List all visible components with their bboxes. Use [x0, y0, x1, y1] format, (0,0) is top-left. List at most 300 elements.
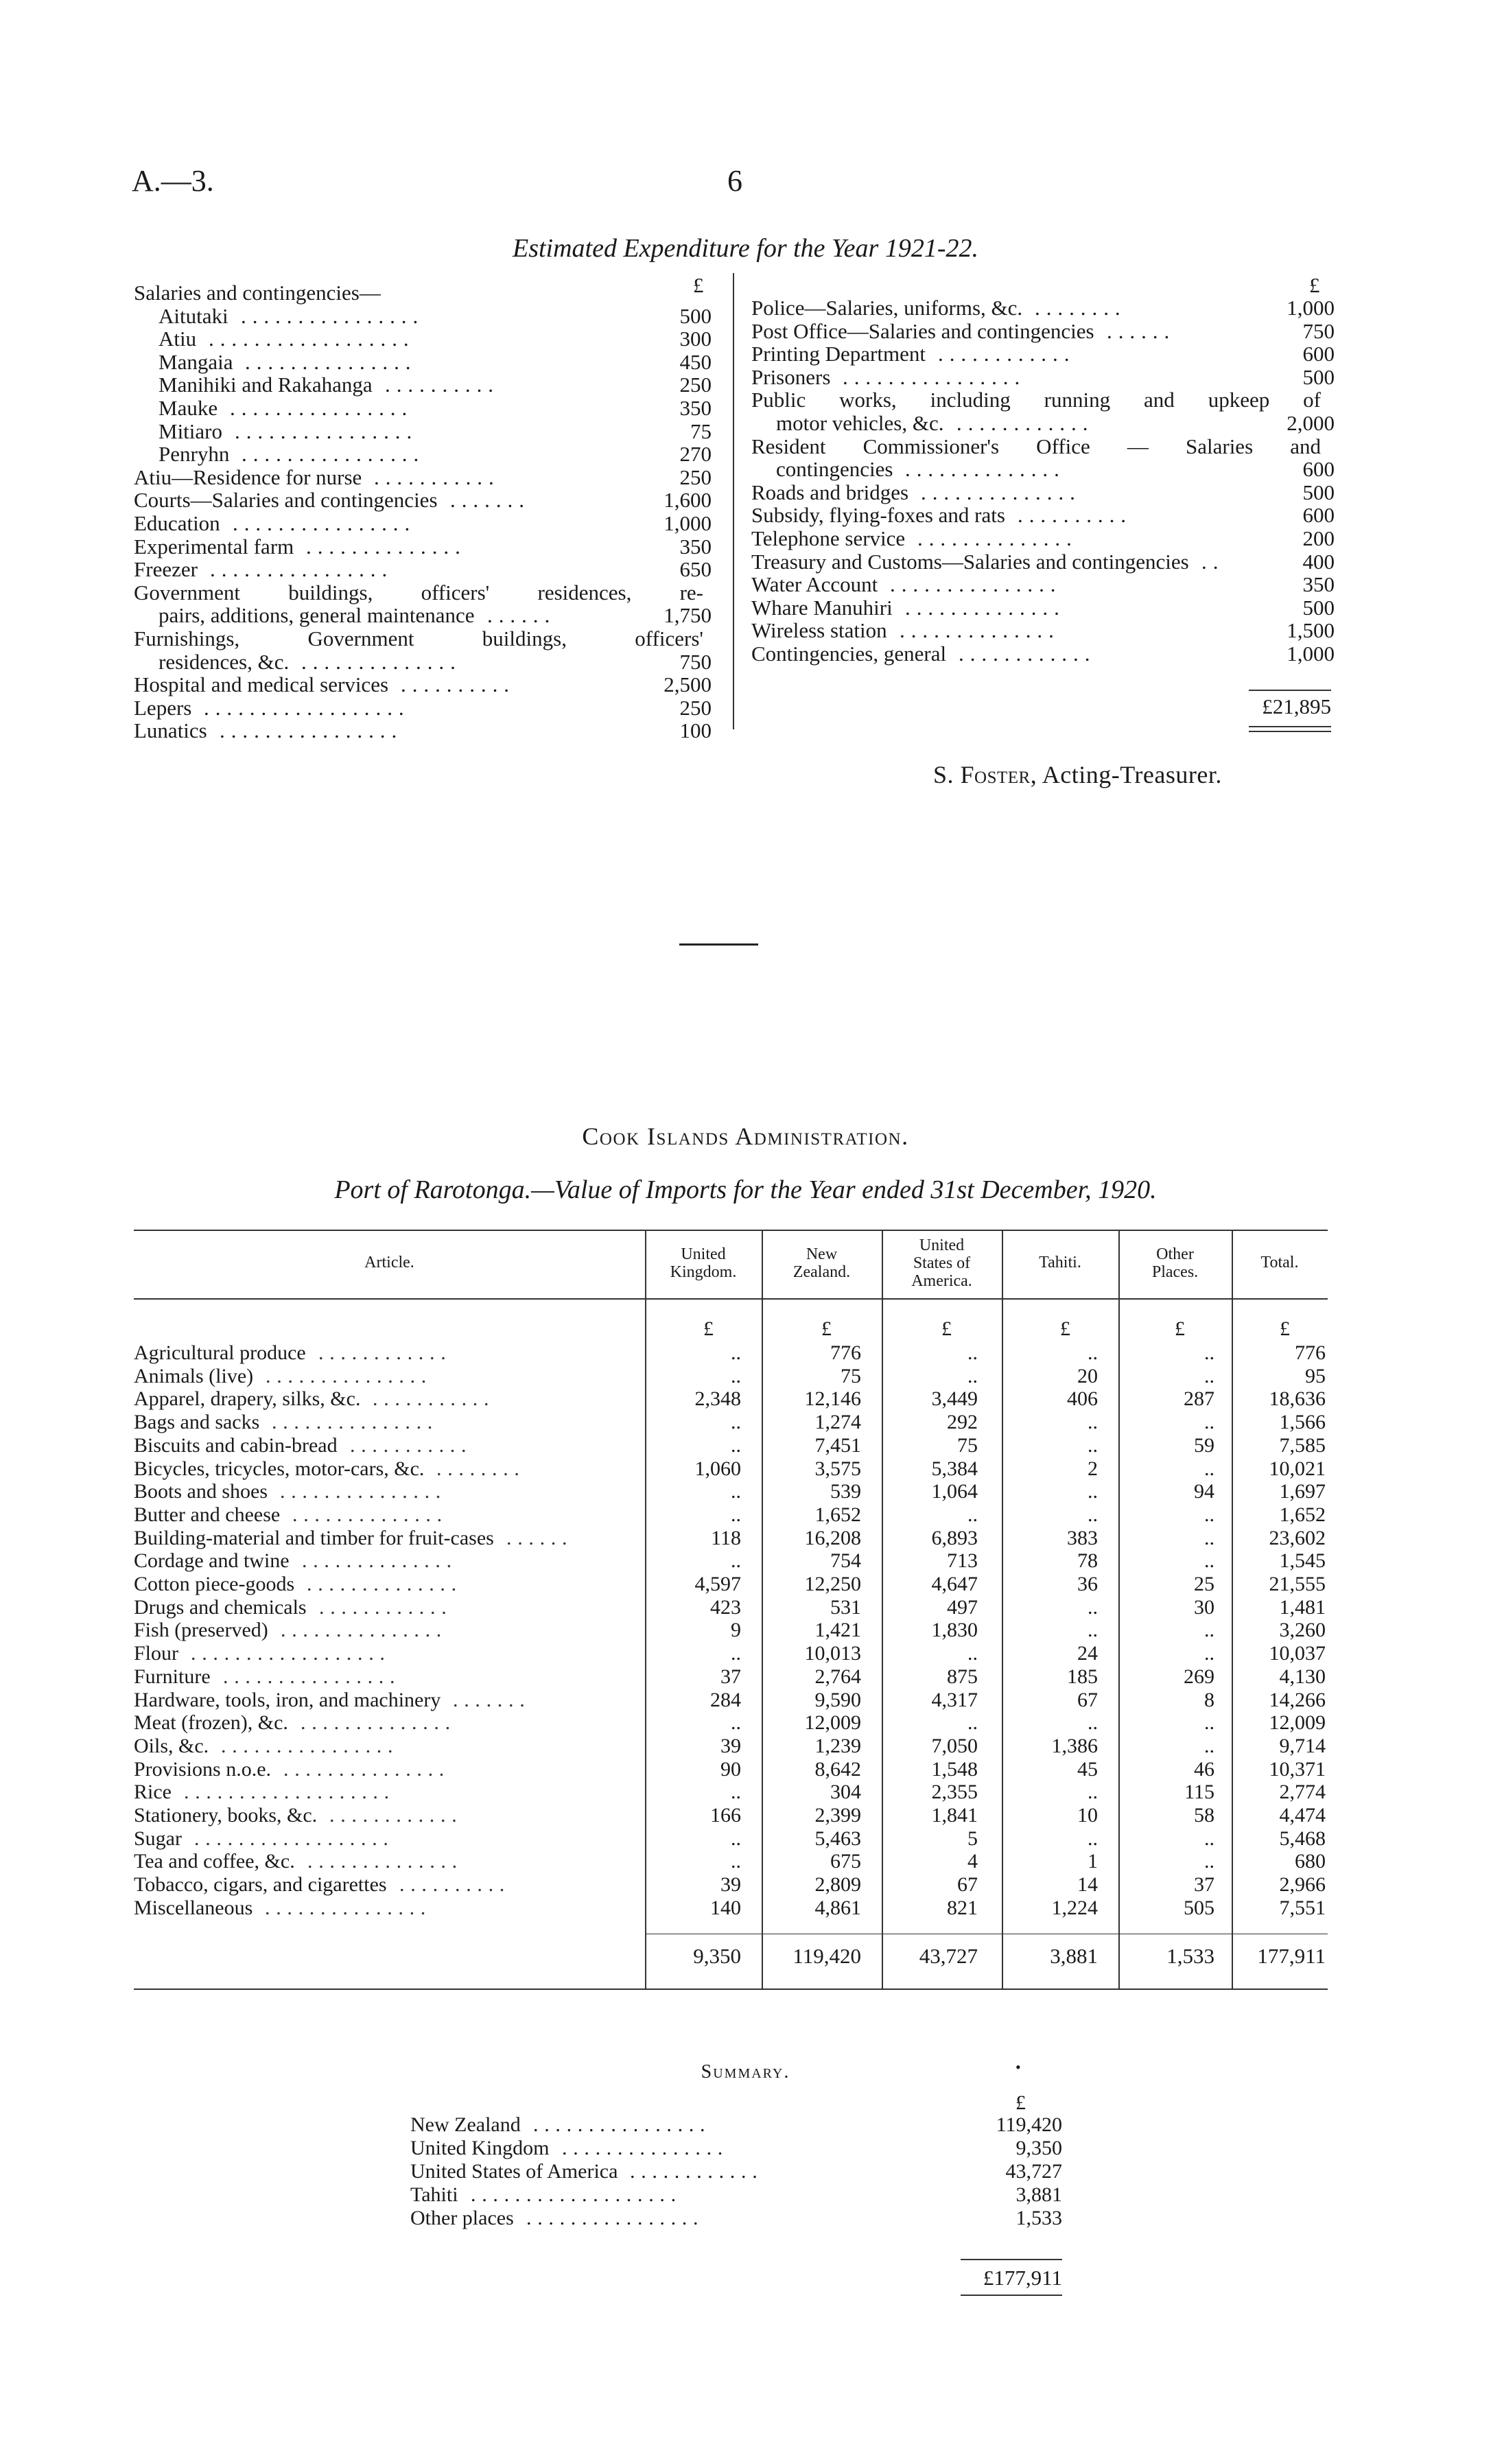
expenditure-row: [751, 527, 1335, 550]
expenditure-row: [751, 435, 1335, 458]
expenditure-amount: 600: [1302, 457, 1335, 482]
table-cell-nz: 675: [830, 1850, 861, 1873]
table-cell-uk: 39: [720, 1734, 741, 1757]
expenditure-amount: 270: [679, 442, 712, 467]
table-cell-usa: ..: [967, 1642, 978, 1665]
expenditure-label: Contingencies, general: [751, 641, 947, 666]
table-cell-total: 3,260: [1279, 1619, 1326, 1642]
table-cell-usa: 713: [947, 1549, 978, 1573]
table-cell-nz: 5,463: [814, 1827, 861, 1850]
expenditure-amount: 1,000: [1287, 641, 1335, 666]
table-cell-total: 9,714: [1279, 1734, 1326, 1757]
table-currency-symbol: £: [941, 1317, 952, 1340]
table-cell-uk: ..: [731, 1827, 741, 1850]
expenditure-label: Wireless station: [751, 618, 887, 643]
summary-amount: 1,533: [1015, 2207, 1062, 2229]
leader-dots: . . . . . . . . . . .: [374, 465, 495, 489]
leader-dots: . . . . . . . . . . . . . . . .: [230, 396, 408, 420]
summary-amount: 43,727: [1005, 2160, 1062, 2183]
table-cell-nz: 2,809: [814, 1873, 861, 1897]
table-cell-tahiti: ..: [1088, 1341, 1098, 1364]
table-cell-other: 115: [1184, 1781, 1214, 1804]
leader-dots: . . . . . . . . . . . . . .: [302, 1549, 452, 1573]
leader-dots: . . . . . . .: [453, 1688, 526, 1711]
table-cell-nz: 8,642: [814, 1757, 861, 1781]
leader-dots: . . . . . . . . . . . . . .: [306, 535, 461, 559]
expenditure-row: [751, 550, 1335, 574]
leader-dots: . . . . . . . . . . . . . . . .: [221, 1734, 394, 1757]
table-cell-usa: ..: [967, 1341, 978, 1364]
table-cell-other: ..: [1204, 1619, 1214, 1642]
table-header-rule: [134, 1298, 1328, 1300]
leader-dots: . . . . . . . . . . . .: [630, 2160, 758, 2183]
table-cell-other: 37: [1194, 1873, 1214, 1897]
expenditure-row: [751, 481, 1335, 504]
leader-dots: . . . . . . . .: [436, 1457, 520, 1480]
summary-mark: •: [1015, 2058, 1021, 2076]
expenditure-amount: 2,500: [664, 672, 712, 697]
table-cell-tahiti: 24: [1077, 1642, 1098, 1665]
expenditure-column-divider: [733, 273, 734, 729]
table-cell-tahiti: ..: [1088, 1711, 1098, 1735]
imports-title: Port of Rarotonga.—Value of Imports for the Year ended 31st December, 1920.: [334, 1175, 1157, 1204]
table-cell-total: 1,697: [1279, 1480, 1326, 1503]
table-cell-total: 7,585: [1279, 1433, 1326, 1457]
expenditure-label: Police—Salaries, uniforms, &c.: [751, 296, 1023, 320]
leader-dots: . . . . . . . . . .: [385, 373, 494, 397]
leader-dots: . . . . . . . . . . . . . . . . . .: [194, 1827, 389, 1850]
table-article: Miscellaneous: [134, 1896, 253, 1919]
table-total-nz: 119,420: [793, 1944, 861, 1968]
table-row: [134, 1549, 1328, 1573]
leader-dots: . . . . . . . . . . . . . .: [905, 596, 1060, 620]
expenditure-amount: 500: [1302, 364, 1335, 389]
expenditure-row: [751, 573, 1335, 596]
expenditure-label: Mauke: [159, 395, 218, 420]
table-cell-tahiti: 10: [1077, 1804, 1098, 1827]
table-cell-nz: 1,239: [814, 1734, 861, 1757]
table-cell-nz: 7,451: [814, 1433, 861, 1457]
expenditure-label: Lunatics: [134, 718, 207, 743]
table-total-total: 177,911: [1257, 1944, 1326, 1968]
table-cell-total: 2,966: [1279, 1873, 1326, 1897]
table-cell-usa: 75: [957, 1433, 978, 1457]
expenditure-label: Government buildings, officers' residences, re-: [134, 580, 703, 605]
expenditure-row: [134, 281, 717, 305]
leader-dots: . . . . . . . . . . . . . .: [900, 619, 1055, 642]
table-cell-total: 10,021: [1269, 1457, 1326, 1480]
table-cell-other: 287: [1184, 1387, 1214, 1411]
table-cell-nz: 12,009: [804, 1711, 861, 1735]
summary-total: £177,911: [983, 2266, 1062, 2290]
leader-dots: . .: [1201, 550, 1219, 574]
expenditure-label: Education: [134, 511, 220, 535]
table-cell-nz: 776: [830, 1341, 861, 1364]
leader-dots: . . . . . . . . . . . . . . .: [562, 2137, 723, 2159]
table-total-other: 1,533: [1166, 1944, 1214, 1968]
table-total-tahiti: 3,881: [1050, 1944, 1098, 1968]
table-cell-tahiti: ..: [1088, 1503, 1098, 1526]
table-cell-usa: 875: [947, 1665, 978, 1688]
table-cell-usa: 1,830: [931, 1619, 978, 1642]
table-cell-other: ..: [1204, 1642, 1214, 1665]
expenditure-row: [134, 466, 717, 489]
leader-dots: . . . . . . . . . . . . . . .: [245, 350, 412, 374]
expenditure-label: Mitiaro: [159, 419, 222, 443]
table-row: [134, 1804, 1328, 1827]
expenditure-amount: 600: [1302, 342, 1335, 366]
table-column-header: Other Places.: [1151, 1245, 1199, 1281]
table-article: Rice: [134, 1781, 172, 1804]
expenditure-label: Water Account: [751, 572, 878, 597]
table-article: Sugar: [134, 1827, 182, 1850]
leader-dots: . . . . . . . . . . . . . . . . . .: [191, 1642, 386, 1665]
leader-dots: . . . . . . . . . . . . . . . .: [533, 2113, 706, 2136]
table-cell-other: 58: [1194, 1804, 1214, 1827]
table-cell-usa: 4,647: [931, 1573, 978, 1595]
leader-dots: . . . . . . . . . . . . . . .: [283, 1757, 445, 1781]
leader-dots: . . . . . . . . . . . . . .: [307, 1850, 458, 1873]
table-cell-tahiti: ..: [1088, 1781, 1098, 1804]
leader-dots: . . . . . . . . . . . . . . . .: [233, 511, 410, 535]
signature: [933, 760, 1222, 789]
table-row: [134, 1596, 1328, 1619]
expenditure-label: Atiu—Residence for nurse: [134, 465, 362, 489]
table-cell-other: ..: [1204, 1503, 1214, 1526]
table-cell-total: 95: [1305, 1364, 1326, 1387]
expenditure-amount: 600: [1302, 503, 1335, 528]
expenditure-amount: 75: [690, 419, 712, 443]
table-cell-other: 269: [1184, 1665, 1214, 1688]
table-article: Butter and cheese: [134, 1503, 281, 1526]
leader-dots: . . . . . . . . . .: [1018, 504, 1127, 527]
expenditure-row: [134, 397, 717, 420]
leader-dots: . . . . . . . . . . . .: [938, 342, 1070, 366]
leader-dots: . . . . . . . . . . . . . . .: [890, 573, 1057, 596]
leader-dots: . . . . . . . . . . . . . . . .: [235, 419, 412, 443]
expenditure-row: [134, 673, 717, 696]
table-cell-other: 59: [1194, 1433, 1214, 1457]
page-number: 6: [727, 164, 742, 198]
table-article: Tobacco, cigars, and cigarettes: [134, 1873, 387, 1897]
expenditure-row: [134, 558, 717, 581]
summary-label: United Kingdom: [410, 2137, 550, 2159]
expenditure-row: [751, 642, 1335, 666]
table-cell-nz: 754: [830, 1549, 861, 1573]
expenditure-label: Post Office—Salaries and contingencies: [751, 318, 1094, 343]
table-article: Building-material and timber for fruit-cases: [134, 1526, 494, 1549]
table-cell-uk: 4,597: [694, 1573, 741, 1595]
table-cell-uk: 284: [710, 1688, 741, 1711]
table-cell-uk: 118: [711, 1526, 741, 1549]
expenditure-amount: 250: [679, 373, 712, 397]
summary-title: Summary.: [701, 2061, 790, 2082]
summary-row: [410, 2137, 1062, 2160]
table-bottom-rule: [134, 1988, 1328, 1990]
table-cell-uk: 1,060: [694, 1457, 741, 1480]
table-cell-usa: ..: [967, 1503, 978, 1526]
table-cell-usa: 5: [967, 1827, 978, 1850]
table-cell-nz: 3,575: [814, 1457, 861, 1480]
table-cell-total: 10,037: [1269, 1642, 1326, 1665]
table-cell-other: 94: [1194, 1480, 1214, 1503]
leader-dots: . . . . . .: [506, 1526, 568, 1549]
table-cell-tahiti: 185: [1067, 1665, 1098, 1688]
table-article: Biscuits and cabin-bread: [134, 1433, 338, 1457]
table-cell-nz: 531: [830, 1595, 861, 1619]
table-currency-symbol: £: [1060, 1317, 1070, 1340]
table-article: Fish (preserved): [134, 1619, 268, 1642]
expenditure-label: residences, &c.: [159, 649, 290, 674]
expenditure-row: [134, 535, 717, 559]
table-cell-uk: ..: [731, 1411, 741, 1434]
expenditure-row: [134, 327, 717, 351]
table-column-header: Tahiti.: [1039, 1254, 1081, 1271]
table-cell-other: ..: [1204, 1526, 1214, 1549]
table-row: [134, 1781, 1328, 1804]
table-cell-tahiti: 36: [1077, 1573, 1098, 1595]
table-cell-uk: ..: [731, 1433, 741, 1457]
table-cell-nz: 2,764: [814, 1665, 861, 1688]
table-cell-uk: ..: [731, 1781, 741, 1804]
table-cell-other: ..: [1204, 1549, 1214, 1573]
expenditure-label: Whare Manuhiri: [751, 595, 893, 620]
leader-dots: . . . . . . . . . . . . . . . . . . .: [471, 2183, 677, 2206]
expenditure-left-currency: £: [693, 273, 704, 297]
leader-dots: . . . . . . . . . . . . . . . .: [223, 1665, 396, 1688]
table-article: Apparel, drapery, silks, &c.: [134, 1387, 361, 1411]
table-row: [134, 1619, 1328, 1642]
expenditure-right-column: [751, 296, 1335, 666]
table-cell-total: 1,566: [1279, 1411, 1326, 1434]
summary-row: [410, 2207, 1062, 2230]
leader-dots: . . . . . . . . . . . .: [329, 1804, 458, 1827]
table-cell-usa: 1,064: [931, 1480, 978, 1503]
table-cell-nz: 9,590: [814, 1688, 861, 1711]
table-cell-uk: 90: [720, 1757, 741, 1781]
expenditure-title: Estimated Expenditure for the Year 1921-22.: [512, 234, 978, 263]
expenditure-amount: 750: [679, 649, 712, 674]
table-cell-nz: 12,250: [804, 1573, 861, 1595]
table-cell-total: 21,555: [1269, 1573, 1326, 1595]
table-cell-usa: 5,384: [931, 1457, 978, 1480]
table-cell-total: 4,130: [1279, 1665, 1326, 1688]
expenditure-row: [751, 388, 1335, 412]
table-cell-other: ..: [1204, 1734, 1214, 1757]
table-column-header: United Kingdom.: [670, 1245, 737, 1281]
table-cell-tahiti: 2: [1088, 1457, 1098, 1480]
table-cell-other: 30: [1194, 1595, 1214, 1619]
table-cell-total: 1,481: [1279, 1595, 1326, 1619]
expenditure-label: Aitutaki: [159, 303, 228, 328]
table-cell-nz: 1,652: [814, 1503, 861, 1526]
leader-dots: . . . . . . . . . . . . . . . . . .: [209, 327, 410, 351]
summary-label: United States of America: [410, 2160, 618, 2183]
expenditure-amount: 1,500: [1287, 618, 1335, 643]
table-cell-other: ..: [1204, 1827, 1214, 1850]
table-cell-uk: ..: [731, 1711, 741, 1735]
expenditure-label: Printing Department: [751, 342, 926, 366]
table-row: [134, 1503, 1328, 1527]
table-row: [134, 1758, 1328, 1781]
table-cell-total: 1,652: [1279, 1503, 1326, 1526]
expenditure-amount: 100: [679, 718, 712, 743]
expenditure-amount: 500: [1302, 480, 1335, 504]
expenditure-total-double-rule: [1249, 726, 1331, 732]
table-cell-total: 1,545: [1279, 1549, 1326, 1573]
table-currency-symbol: £: [1280, 1317, 1290, 1340]
table-cell-uk: 140: [710, 1896, 741, 1919]
table-cell-uk: 2,348: [694, 1387, 741, 1411]
expenditure-label: Subsidy, flying-foxes and rats: [751, 503, 1005, 528]
table-cell-nz: 2,399: [814, 1804, 861, 1827]
table-column-header: United States of America.: [911, 1236, 972, 1290]
table-article: Tea and coffee, &c.: [134, 1850, 295, 1873]
expenditure-row: [134, 373, 717, 397]
table-cell-tahiti: ..: [1088, 1619, 1098, 1642]
table-cell-usa: 292: [947, 1411, 978, 1434]
table-cell-total: 5,468: [1279, 1827, 1326, 1850]
table-cell-tahiti: 45: [1077, 1757, 1098, 1781]
expenditure-row: [751, 296, 1335, 320]
table-cell-total: 12,009: [1269, 1711, 1326, 1735]
expenditure-row: [751, 596, 1335, 620]
table-cell-tahiti: 1,224: [1051, 1896, 1098, 1919]
table-article: Cordage and twine: [134, 1549, 290, 1573]
summary-label: New Zealand: [410, 2113, 521, 2136]
expenditure-amount: 650: [679, 557, 712, 582]
expenditure-amount: 350: [1302, 572, 1335, 597]
table-cell-tahiti: 383: [1067, 1526, 1098, 1549]
leader-dots: . . . . . . . . . . . . . . .: [265, 1896, 426, 1919]
leader-dots: . . . . . . . . . . . .: [318, 1341, 447, 1364]
table-cell-tahiti: 78: [1077, 1549, 1098, 1573]
table-cell-usa: 4,317: [931, 1688, 978, 1711]
expenditure-amount: 1,600: [664, 488, 712, 513]
expenditure-amount: 750: [1302, 318, 1335, 343]
table-cell-usa: 4: [967, 1850, 978, 1873]
table-cell-usa: 7,050: [931, 1734, 978, 1757]
table-column-header: New Zealand.: [793, 1245, 851, 1281]
table-cell-nz: 1,274: [814, 1411, 861, 1434]
table-top-rule: [134, 1230, 1328, 1231]
table-row: [134, 1573, 1328, 1596]
table-column-header: Article.: [364, 1254, 414, 1271]
table-cell-usa: 3,449: [931, 1387, 978, 1411]
leader-dots: . . . . . . . . . . . . . .: [292, 1503, 443, 1526]
expenditure-amount: 400: [1302, 549, 1335, 574]
table-row: [134, 1527, 1328, 1550]
summary-row: [410, 2183, 1062, 2207]
leader-dots: . . . . . . . . . . . . . . . .: [220, 719, 397, 742]
table-currency-symbol: £: [1175, 1317, 1185, 1340]
table-cell-other: 25: [1194, 1573, 1214, 1595]
signature-name: S. Foster: [933, 761, 1031, 788]
table-cell-tahiti: 1: [1088, 1850, 1098, 1873]
table-cell-uk: 166: [710, 1804, 741, 1827]
expenditure-row: [134, 627, 717, 650]
table-cell-other: ..: [1204, 1341, 1214, 1364]
table-total-uk: 9,350: [693, 1944, 741, 1968]
expenditure-label: contingencies: [776, 457, 893, 482]
table-cell-tahiti: ..: [1088, 1411, 1098, 1434]
expenditure-amount: 250: [679, 465, 712, 489]
expenditure-left-column: [134, 281, 717, 742]
summary-amount: 3,881: [1015, 2183, 1062, 2206]
expenditure-label: Manihiki and Rakahanga: [159, 373, 373, 397]
table-cell-tahiti: 1,386: [1051, 1734, 1098, 1757]
expenditure-row: [751, 458, 1335, 481]
table-article: Bicycles, tricycles, motor-cars, &c.: [134, 1457, 425, 1480]
expenditure-row: [134, 489, 717, 512]
expenditure-amount: 350: [679, 534, 712, 559]
table-cell-nz: 16,208: [804, 1526, 861, 1549]
expenditure-label: Lepers: [134, 695, 192, 720]
table-cell-other: ..: [1204, 1850, 1214, 1873]
table-cell-usa: 821: [947, 1896, 978, 1919]
table-cell-usa: 67: [957, 1873, 978, 1897]
table-cell-usa: 6,893: [931, 1526, 978, 1549]
table-article: Provisions n.o.e.: [134, 1757, 272, 1781]
leader-dots: . . . . . . . . . . . .: [319, 1595, 447, 1619]
table-cell-uk: ..: [731, 1480, 741, 1503]
table-cell-total: 776: [1295, 1341, 1326, 1364]
leader-dots: . . . . . . . . . . . . . . .: [266, 1364, 427, 1387]
leader-dots: . . . . . . . . . . . .: [956, 411, 1089, 435]
table-cell-nz: 1,421: [814, 1619, 861, 1642]
table-cell-tahiti: ..: [1088, 1433, 1098, 1457]
table-cell-tahiti: ..: [1088, 1480, 1098, 1503]
expenditure-label: Penryhn: [159, 442, 230, 467]
table-cell-uk: ..: [731, 1364, 741, 1387]
summary-label: Tahiti: [410, 2183, 458, 2206]
table-cell-nz: 12,146: [804, 1387, 861, 1411]
table-cell-usa: ..: [967, 1364, 978, 1387]
table-cell-uk: 39: [720, 1873, 741, 1897]
expenditure-amount: 300: [679, 327, 712, 351]
table-column-header: Total.: [1260, 1254, 1299, 1271]
expenditure-label: motor vehicles, &c.: [776, 410, 944, 435]
table-article: Boots and shoes: [134, 1480, 268, 1503]
leader-dots: . . . . . . . . . . . . . . . . . .: [204, 696, 405, 720]
table-cell-total: 14,266: [1269, 1688, 1326, 1711]
table-cell-other: ..: [1204, 1457, 1214, 1480]
leader-dots: . . . . . . . . . . . . . . .: [272, 1411, 433, 1434]
expenditure-label: Salaries and contingencies—: [134, 281, 381, 305]
table-row: [134, 1689, 1328, 1712]
leader-dots: . . . . . . . . . . . . . . . .: [843, 365, 1020, 389]
table-row: [134, 1434, 1328, 1457]
table-cell-uk: 9: [731, 1619, 741, 1642]
expenditure-total: £21,895: [1262, 694, 1331, 718]
leader-dots: . . . . . . . . . . . . . .: [301, 650, 456, 674]
leader-dots: . . . . . . . . . . . . . .: [917, 526, 1072, 550]
expenditure-row: [134, 512, 717, 535]
summary-total-underline: [961, 2295, 1062, 2296]
expenditure-row: [751, 366, 1335, 389]
table-row: [134, 1341, 1328, 1365]
expenditure-label: Atiu: [159, 327, 197, 351]
table-article: Meat (frozen), &c.: [134, 1711, 288, 1735]
table-cell-uk: ..: [731, 1850, 741, 1873]
expenditure-amount: 500: [1302, 595, 1335, 620]
table-cell-uk: ..: [731, 1549, 741, 1573]
table-cell-usa: 2,355: [931, 1781, 978, 1804]
leader-dots: . . . . . . . . . . . . . .: [301, 1711, 451, 1735]
leader-dots: . . . . . . . . . . . . . . .: [281, 1619, 442, 1642]
expenditure-label: Hospital and medical services: [134, 672, 389, 697]
table-row: [134, 1735, 1328, 1758]
